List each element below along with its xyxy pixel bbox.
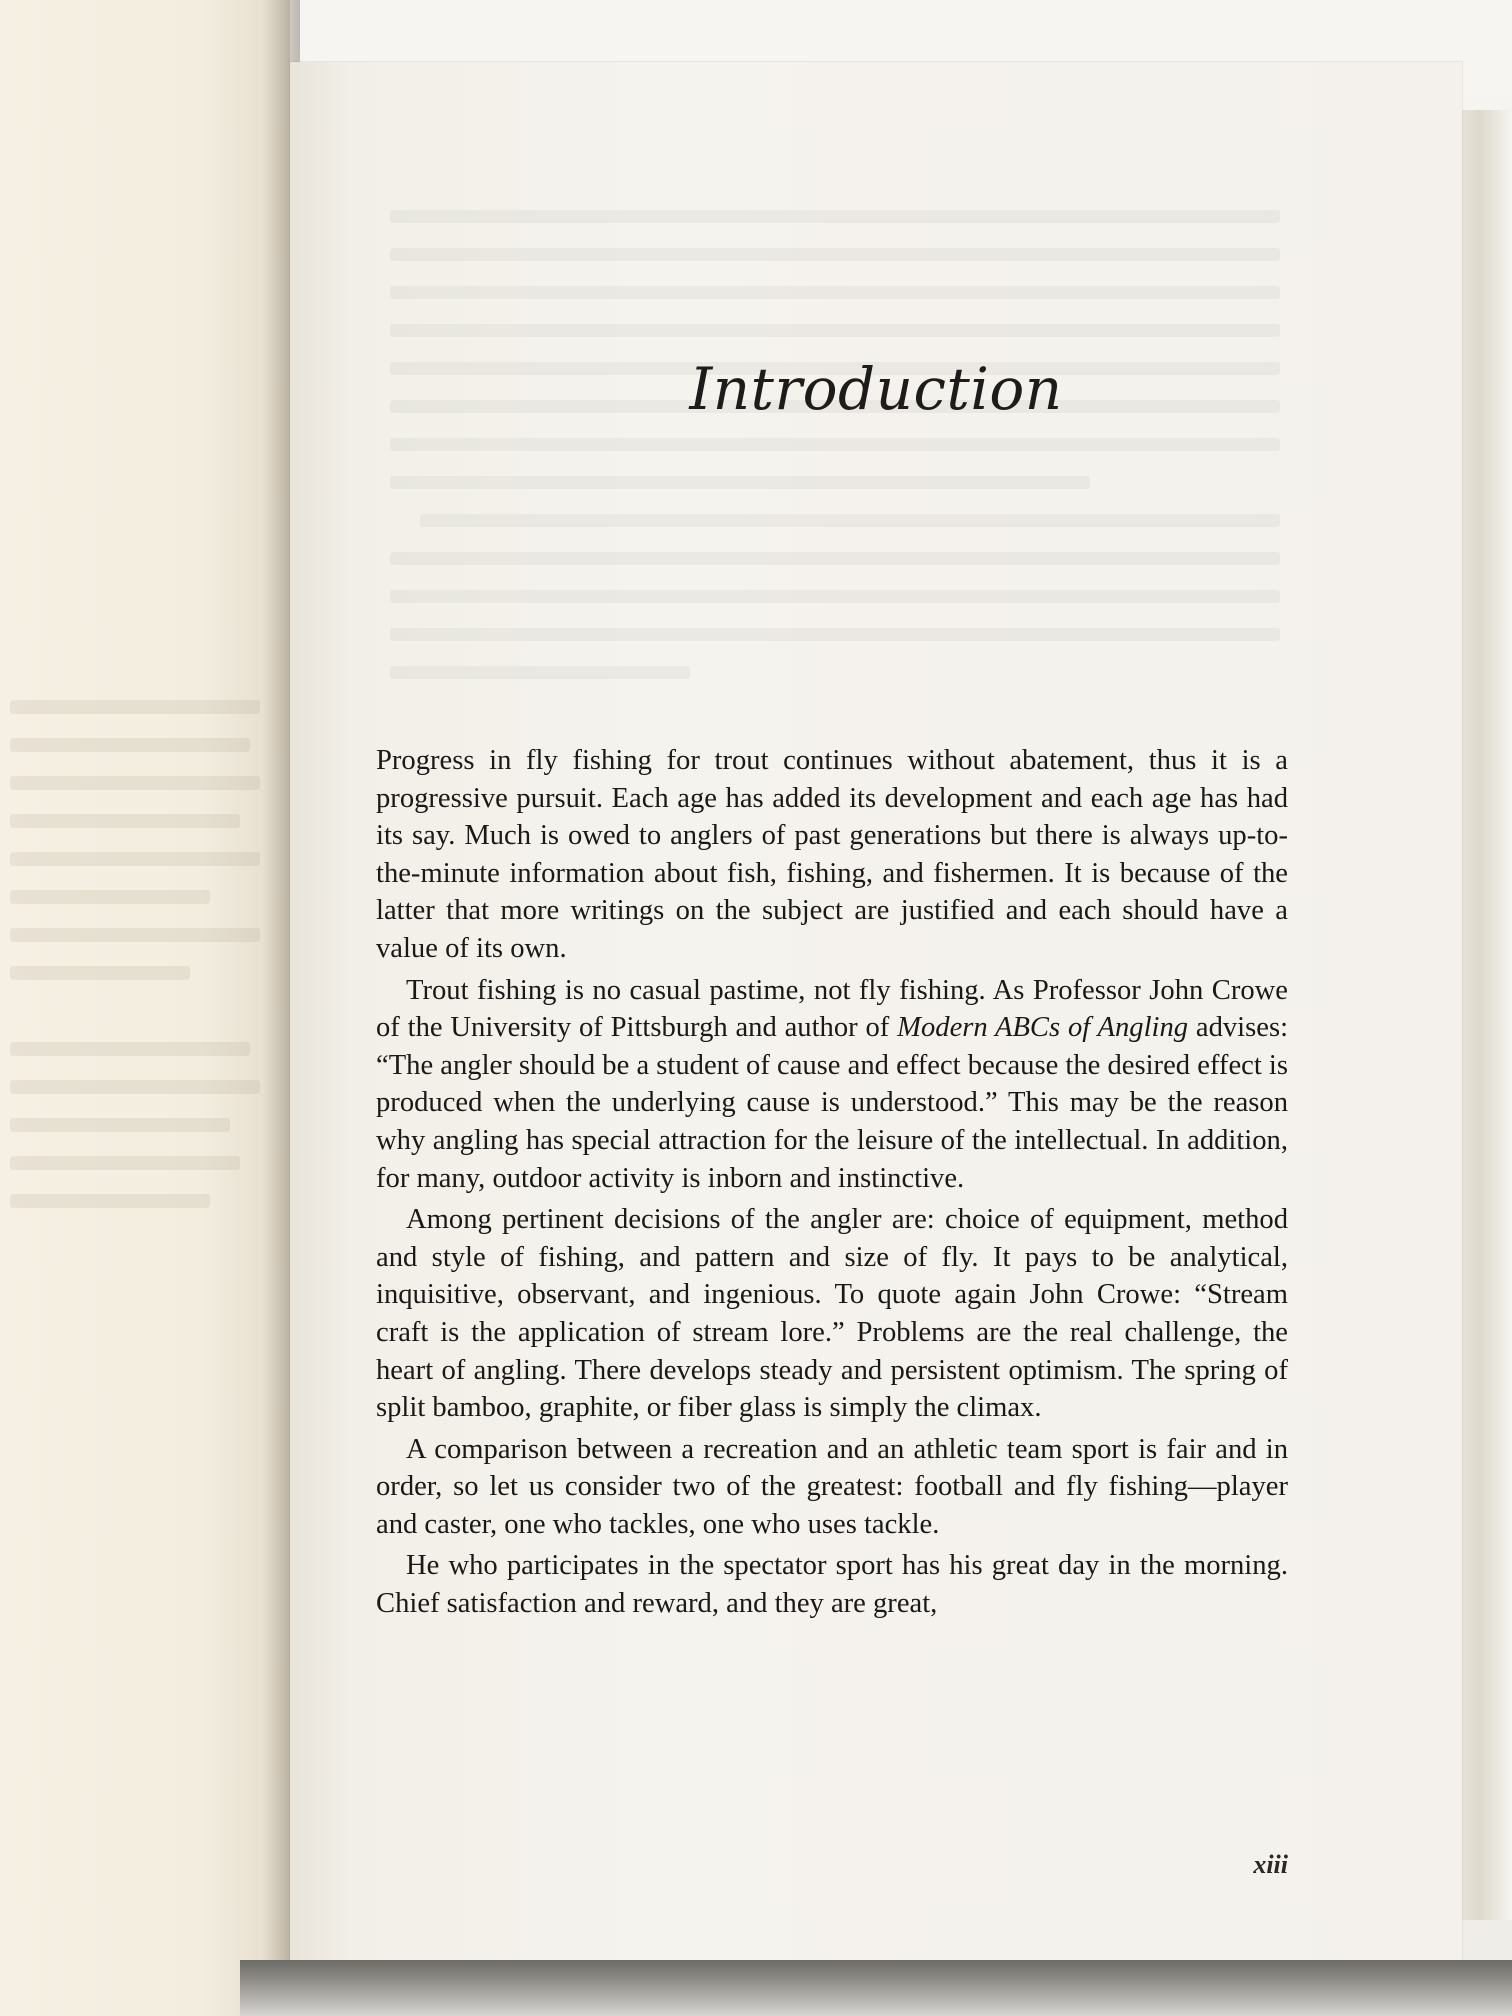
back-cover-edge	[1455, 110, 1512, 1920]
chapter-title: Introduction	[689, 355, 1063, 423]
book-title-reference: Modern ABCs of Angling	[897, 1012, 1189, 1044]
paragraph-2-lead: Trout fishing is no casual pastime, not fly fishing. As Professor John Crowe of the University of Pittsburgh and author of	[376, 974, 1288, 1044]
paragraph-2	[376, 972, 1288, 1198]
paragraph-4: A comparison between a recreation and an athletic team sport is fair and in order, so let us consider two of the greatest: football and fly fishing—player and caster, one who tackles, one who uses tackle.	[376, 1433, 1288, 1540]
page-number: xiii	[1253, 1850, 1288, 1879]
table-shadow	[240, 1960, 1512, 2016]
body-text	[376, 742, 1288, 1627]
paragraph-2-rest: advises: “The angler should be a student of cause and effect because the desired effect is produced when the underlying cause is understood.” This may be the reason why angling has special attraction for the leisure of the intellectual. In addition, for many, outdoor activity is inborn and instinctive.	[376, 1012, 1289, 1194]
paragraph-1: Progress in fly fishing for trout continues without abatement, thus it is a progressive pursuit. Each age has added its development and each age has had its say. Much is owed to anglers of past generations but there is always up-to-the-minute information about fish, fishing, and fishermen. It is because of the latter that more writings on the subject are justified and each should have a value of its own.	[376, 745, 1288, 964]
paragraph-3: Among pertinent decisions of the angler are: choice of equipment, method and style of fishing, and pattern and size of fly. It pays to be analytical, inquisitive, observant, and ingenious. To quote again John Crowe: “Stream craft is the application of stream lore.” Problems are the real challenge, the heart of angling. There develops steady and persistent optimism. The spring of split bamboo, graphite, or fiber glass is simply the climax.	[376, 1204, 1288, 1424]
left-page	[0, 0, 290, 2016]
paragraph-5: He who participates in the spectator sport has his great day in the morning. Chief satisfaction and reward, and they are great,	[376, 1550, 1288, 1620]
